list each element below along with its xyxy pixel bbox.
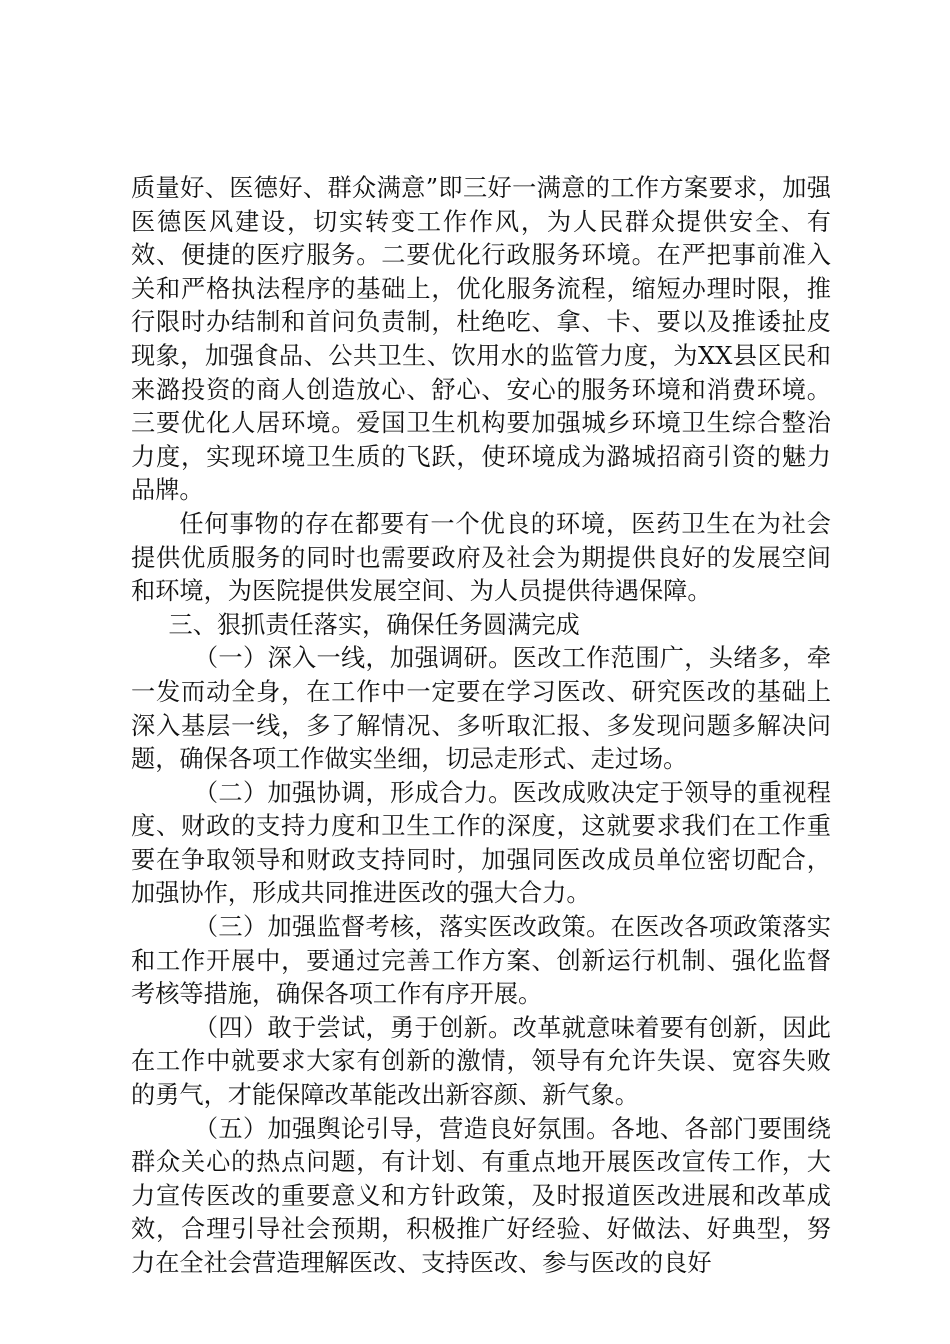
subsection-coordination: （二）加强协调，形成合力。医改成败决定于领导的重视程度、财政的支持力度和卫生工作的深度，这就要求我们在工作重要在争取领导和财政支持同时，加强同医改成员单位密切配合，加强协作，形成共同推进医改的强大合力。 <box>131 778 831 908</box>
subsection-frontline-research: （一）深入一线，加强调研。医改工作范围广，头绪多，牵一发而动全身，在工作中一定要在学习医改、研究医改的基础上深入基层一线，多了解情况、多听取汇报、多发现问题多解决问题，确保各项工作做实坐细，切忌走形式、走过场。 <box>131 644 831 774</box>
subsection-supervision: （三）加强监督考核，落实医改政策。在医改各项政策落实和工作开展中，要通过完善工作方案、创新运行机制、强化监督考核等措施，确保各项工作有序开展。 <box>131 913 831 1009</box>
paragraph-environment-support: 任何事物的存在都要有一个优良的环境，医药卫生在为社会提供优质服务的同时也需要政府及社会为期提供良好的发展空间和环境，为医院提供发展空间、为人员提供待遇保障。 <box>131 509 831 606</box>
section-heading-responsibility: 三、狠抓责任落实，确保任务圆满完成 <box>168 610 580 639</box>
subsection-public-opinion: （五）加强舆论引导，营造良好氛围。各地、各部门要围绕群众关心的热点问题，有计划、有重点地开展医改宣传工作，大力宣传医改的重要意义和方针政策，及时报道医改进展和改革成效，合理引导社会预期，积极推广好经验、好做法、好典型，努力在全社会营造理解医改、支持医改、参与医改的良好 <box>131 1114 831 1277</box>
document-body <box>131 172 831 1281</box>
subsection-innovation: （四）敢于尝试，勇于创新。改革就意味着要有创新，因此在工作中就要求大家有创新的激情，领导有允许失误、宽容失败的勇气，才能保障改革能改出新容颜、新气象。 <box>131 1013 831 1110</box>
paragraph-service-environment: 质量好、医德好、群众满意”即三好一满意的工作方案要求，加强医德医风建设，切实转变工作作风，为人民群众提供安全、有效、便捷的医疗服务。二要优化行政服务环境。在严把事前准入关和严格执法程序的基础上，优化服务流程，缩短办理时限，推行限时办结制和首问负责制，杜绝吃、拿、卡、要以及推诿扯皮现象，加强食品、公共卫生、饮用水的监管力度，为XX县区民和来潞投资的商人创造放心、舒心、安心的服务环境和消费环境。三要优化人居环境。爱国卫生机构要加强城乡环境卫生综合整治力度，实现环境卫生质的飞跃，使环境成为潞城招商引资的魅力品牌。 <box>131 174 831 505</box>
